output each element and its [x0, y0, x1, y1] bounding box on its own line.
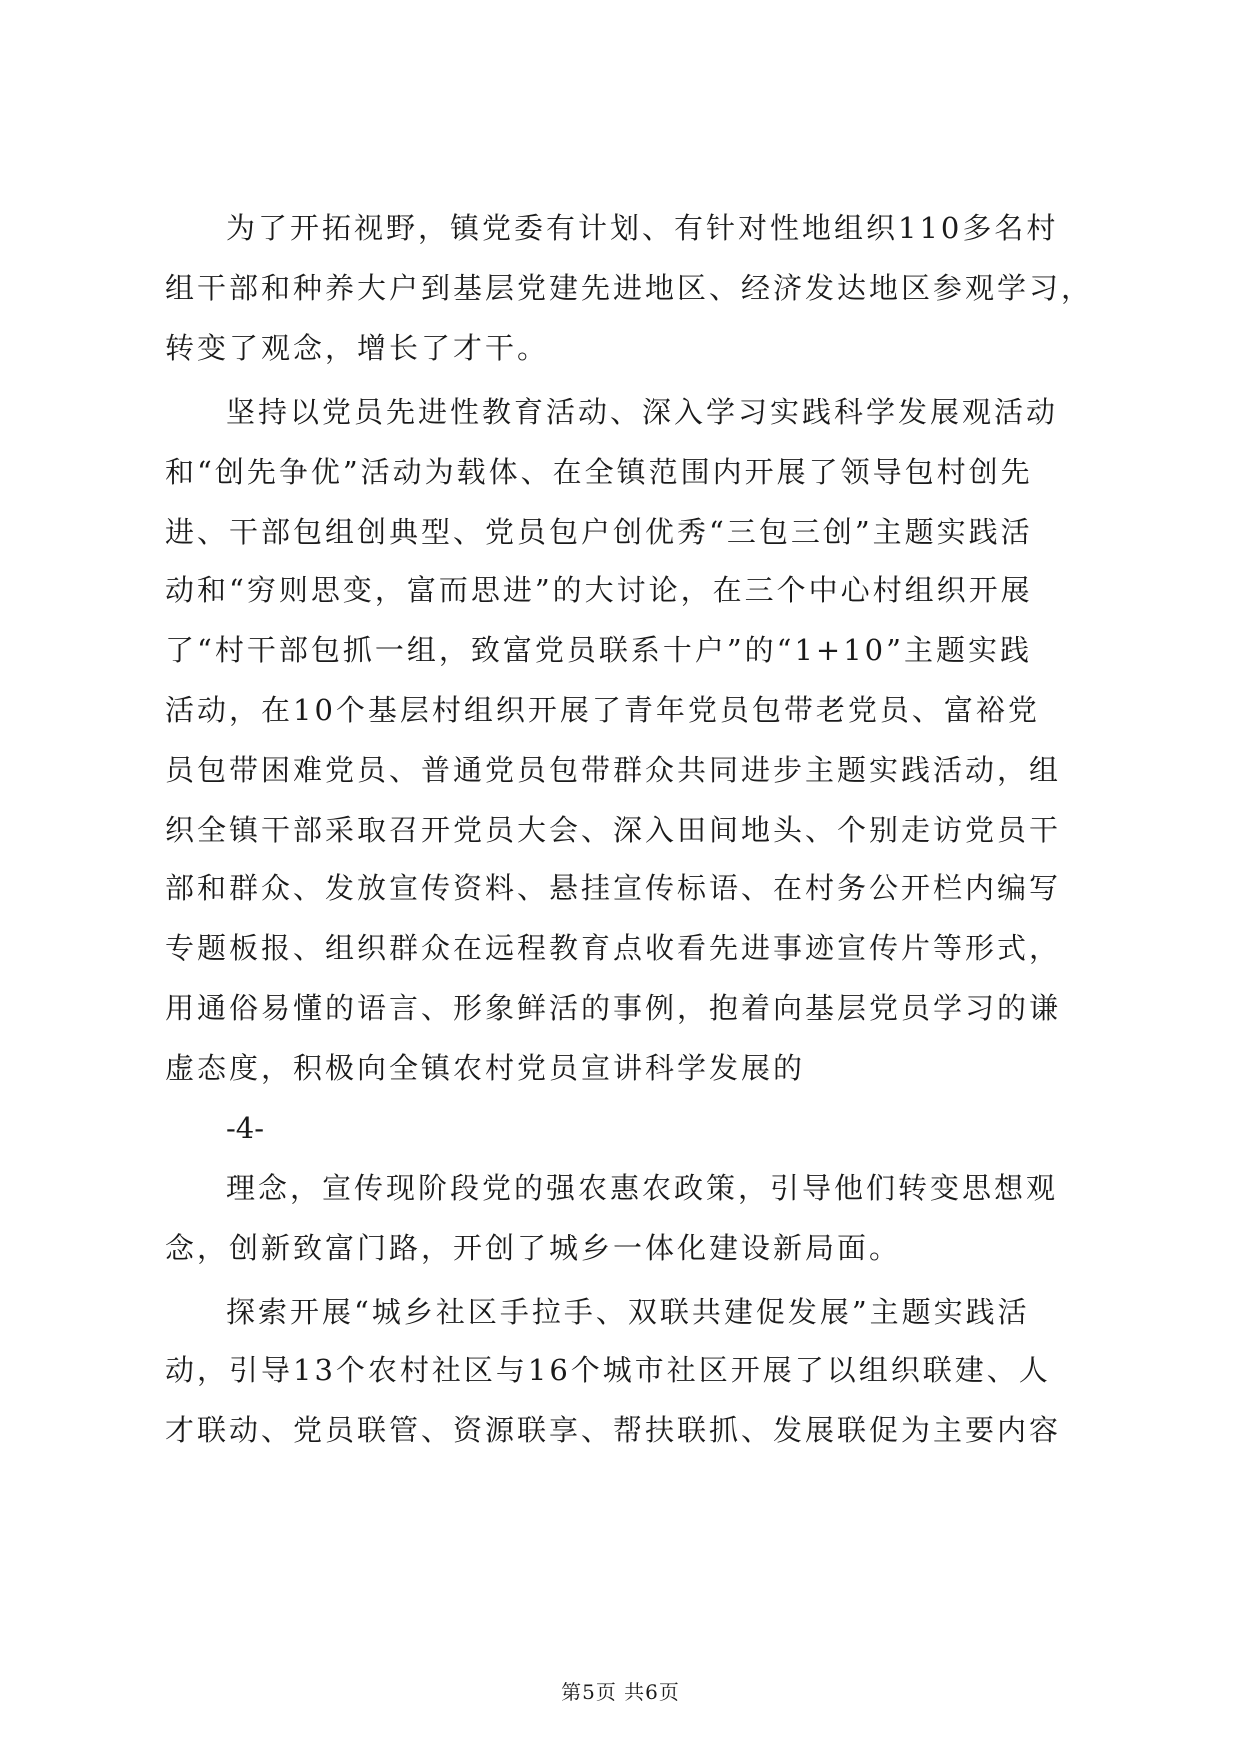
paragraph-line: 坚持以党员先进性教育活动、深入学习实践科学发展观活动: [226, 395, 1059, 429]
inline-page-marker: -4-: [226, 1111, 265, 1145]
paragraph-line: 进、干部包组创典型、党员包户创优秀“三包三创”主题实践活: [165, 515, 1033, 549]
paragraph-line: 部和群众、发放宣传资料、悬挂宣传标语、在村务公开栏内编写: [165, 871, 1062, 905]
paragraph-line: 组干部和种养大户到基层党建先进地区、经济发达地区参观学习，: [165, 271, 1094, 305]
paragraph-line: 动和“穷则思变，富而思进”的大讨论，在三个中心村组织开展: [165, 573, 1033, 607]
paragraph-line: 转变了观念，增长了才干。: [165, 331, 550, 365]
paragraph-line: 理念，宣传现阶段党的强农惠农政策，引导他们转变思想观: [226, 1171, 1059, 1205]
paragraph-line: 才联动、党员联管、资源联享、帮扶联抓、发展联促为主要内容: [165, 1413, 1062, 1447]
paragraph-line: 织全镇干部采取召开党员大会、深入田间地头、个别走访党员干: [165, 813, 1062, 847]
paragraph-line: 探索开展“城乡社区手拉手、双联共建促发展”主题实践活: [226, 1295, 1030, 1329]
page-footer: 第5页 共6页: [561, 1680, 680, 1704]
paragraph-line: 动，引导13个农村社区与16个城市社区开展了以组织联建、人: [165, 1353, 1051, 1387]
paragraph-line: 和“创先争优”活动为载体、在全镇范围内开展了领导包村创先: [165, 455, 1033, 489]
paragraph-line: 用通俗易懂的语言、形象鲜活的事例，抱着向基层党员学习的谦: [165, 991, 1062, 1025]
paragraph-line: 了“村干部包抓一组，致富党员联系十户”的“1+10”主题实践: [165, 633, 1032, 667]
paragraph-line: 念，创新致富门路，开创了城乡一体化建设新局面。: [165, 1231, 902, 1265]
paragraph-line: 员包带困难党员、普通党员包带群众共同进步主题实践活动，组: [165, 753, 1062, 787]
paragraph-line: 为了开拓视野，镇党委有计划、有针对性地组织110多名村: [226, 211, 1059, 245]
paragraph-line: 虚态度，积极向全镇农村党员宣讲科学发展的: [165, 1051, 806, 1085]
paragraph-line: 活动，在10个基层村组织开展了青年党员包带老党员、富裕党: [165, 693, 1040, 727]
paragraph-line: 专题板报、组织群众在远程教育点收看先进事迹宣传片等形式，: [165, 931, 1062, 965]
